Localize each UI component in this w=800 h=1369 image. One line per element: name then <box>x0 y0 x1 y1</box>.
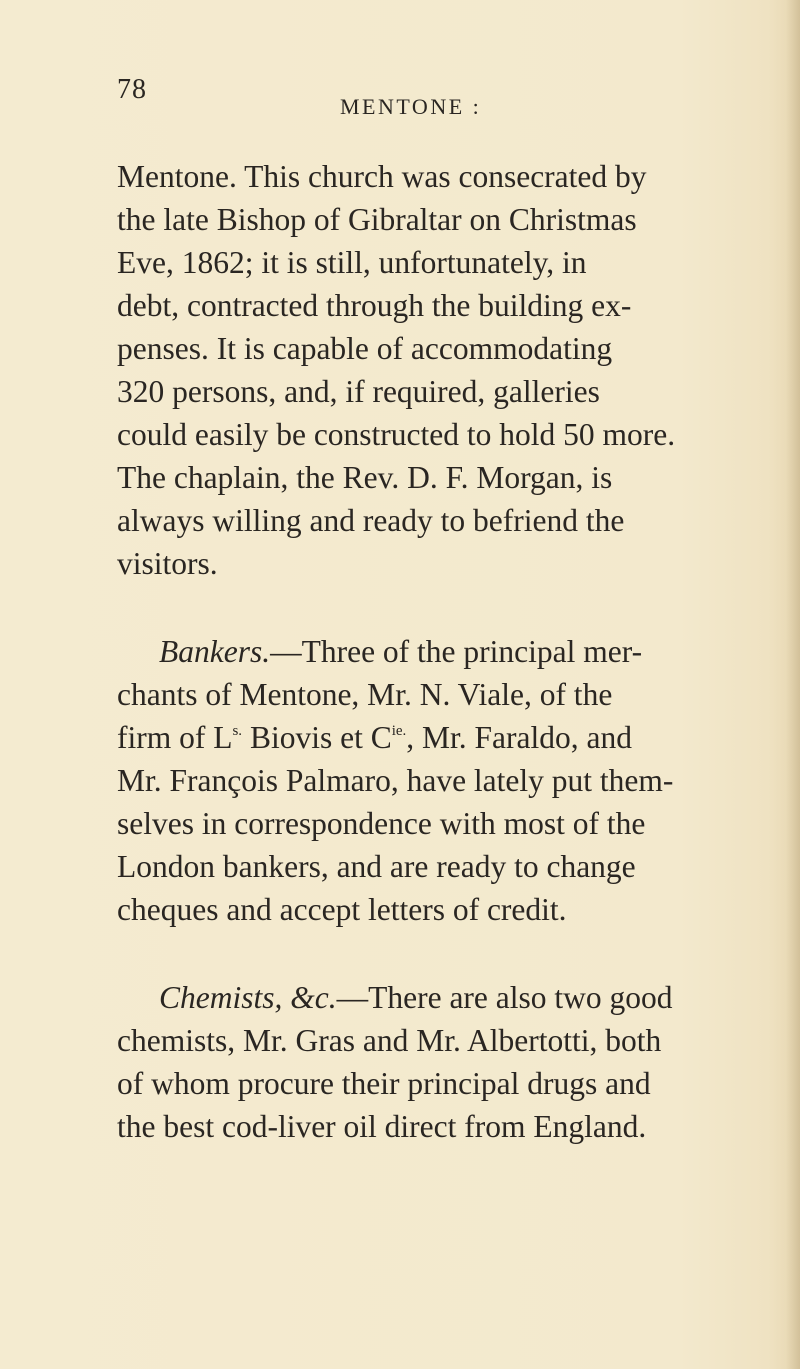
page-edge-shadow <box>786 0 800 1369</box>
text-run: —There are also two good <box>336 980 673 1015</box>
superscript: ie. <box>391 723 407 739</box>
section-heading-bankers: Bankers. <box>159 634 271 669</box>
superscript: s. <box>232 723 243 739</box>
text-line: the late Bishop of Gibraltar on Christmas <box>117 202 637 237</box>
page-number: 78 <box>117 74 147 105</box>
text-run: firm of L <box>117 720 233 755</box>
page-header <box>0 74 800 119</box>
paragraph-chemists <box>117 976 737 1148</box>
text-line: always willing and ready to befriend the <box>117 503 625 538</box>
running-head: MENTONE : <box>340 94 482 119</box>
text-line: 320 persons, and, if required, galleries <box>117 374 600 409</box>
text-line: chemists, Mr. Gras and Mr. Albertotti, both <box>117 1023 662 1058</box>
text-run: Biovis et C <box>242 720 392 755</box>
paragraph-bankers <box>117 630 737 931</box>
text-line: selves in correspondence with most of the <box>117 806 646 841</box>
text-line: cheques and accept letters of credit. <box>117 892 567 927</box>
text-line: Eve, 1862; it is still, unfortunately, in <box>117 245 587 280</box>
text-line: Mentone. This church was consecrated by <box>117 159 647 194</box>
text-line: penses. It is capable of accommodating <box>117 331 613 366</box>
section-heading-chemists: Chemists, &c. <box>159 980 337 1015</box>
text-line: visitors. <box>117 546 218 581</box>
text-line: debt, contracted through the building ex- <box>117 288 632 323</box>
text-line <box>117 976 737 1019</box>
text-line <box>117 716 737 759</box>
text-line: could easily be constructed to hold 50 more. <box>117 417 676 452</box>
text-line: chants of Mentone, Mr. N. Viale, of the <box>117 677 613 712</box>
body-text <box>117 155 737 1148</box>
text-line <box>117 630 737 673</box>
text-line: the best cod-liver oil direct from England. <box>117 1109 647 1144</box>
text-run: , Mr. Faraldo, and <box>406 720 632 755</box>
text-run: —Three of the principal mer- <box>270 634 643 669</box>
text-line: Mr. François Palmaro, have lately put them- <box>117 763 674 798</box>
text-line: London bankers, and are ready to change <box>117 849 636 884</box>
paragraph-church <box>117 155 737 585</box>
text-line: of whom procure their principal drugs and <box>117 1066 651 1101</box>
text-line: The chaplain, the Rev. D. F. Morgan, is <box>117 460 613 495</box>
